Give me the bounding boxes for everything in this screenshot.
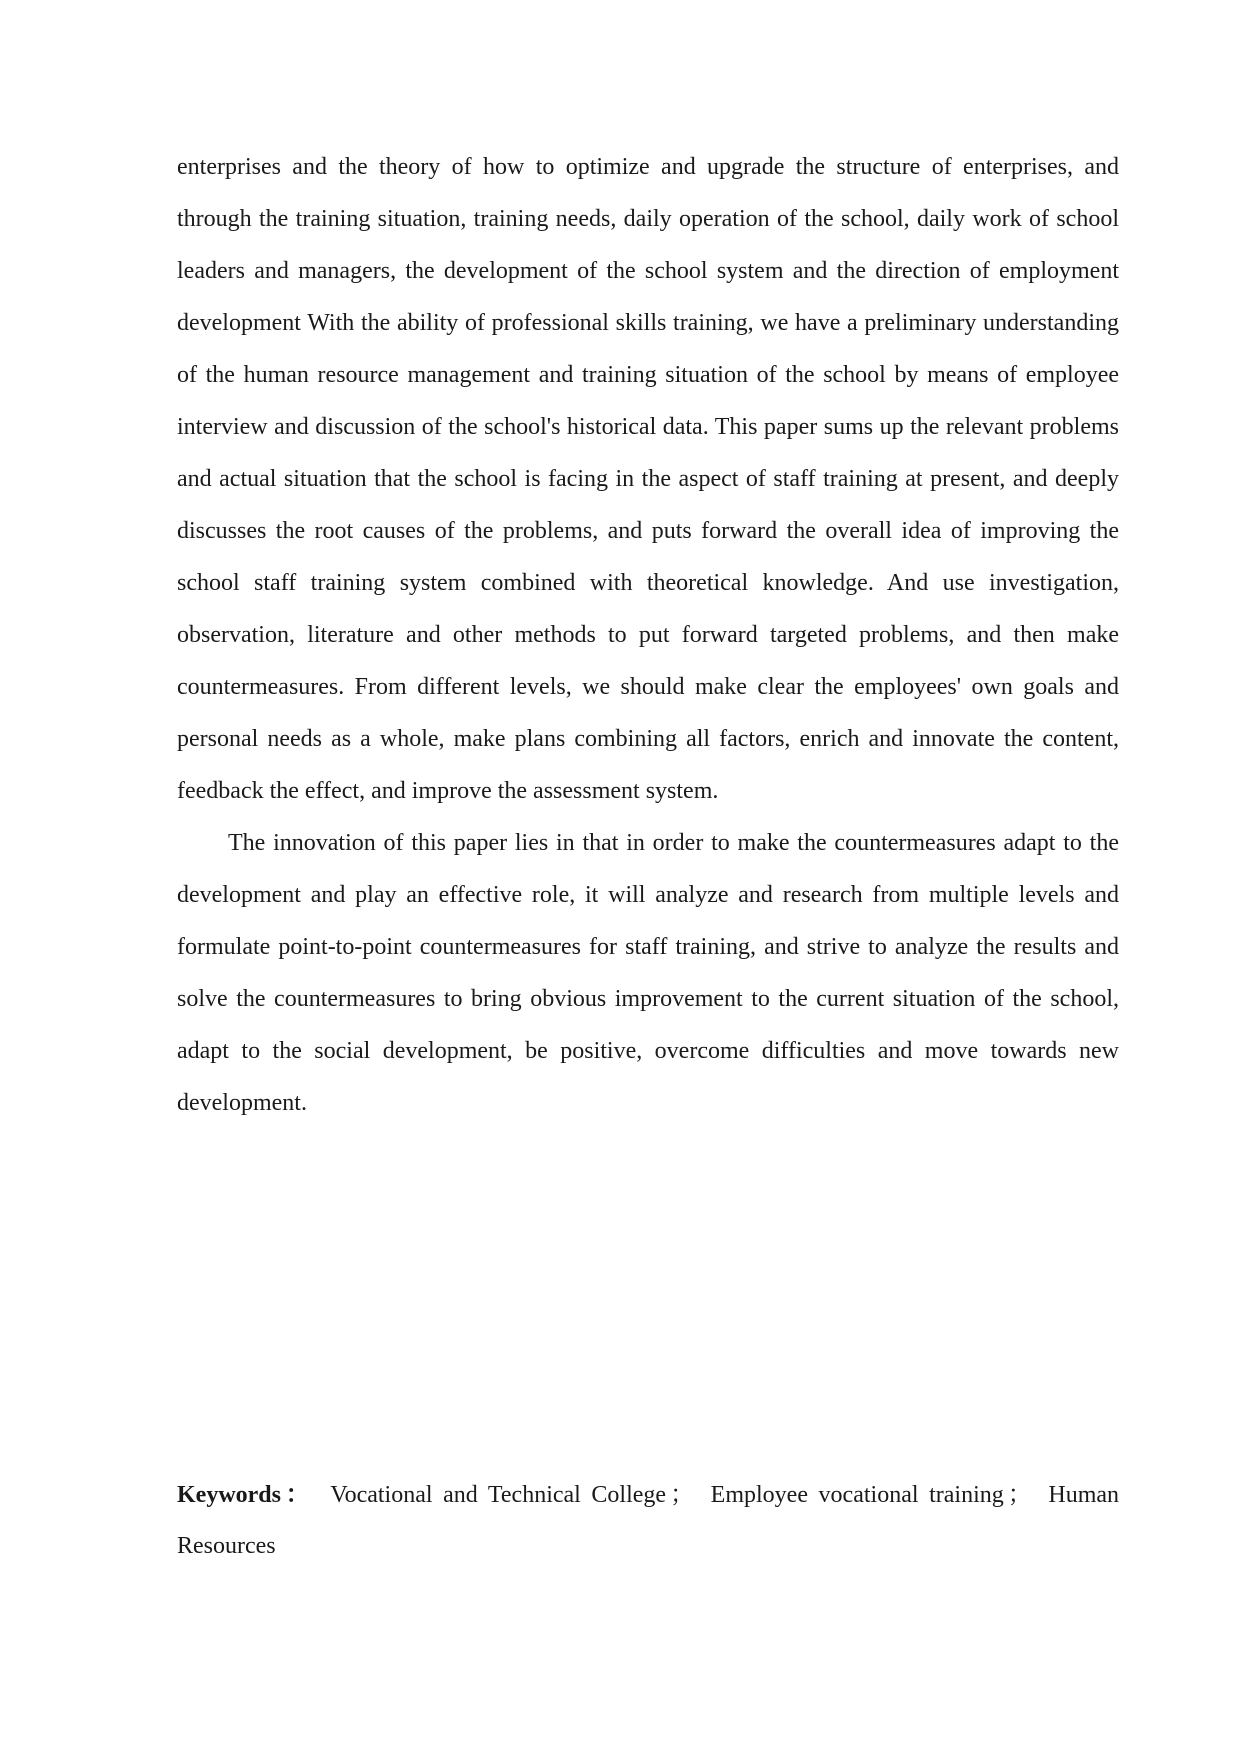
keywords-label: Keywords [177, 1482, 281, 1508]
abstract-paragraph-1: enterprises and the theory of how to optimize and upgrade the structure of enterprises, and through the training situation, training needs, daily operation of the school, daily work of school leaders and managers, the development of the school system and the direction of employment development With the ability of professional skills training, we have a preliminary understanding of the human resource management and training situation of the school by means of employee interview and discussion of the school's historical data. This paper sums up the relevant problems and actual situation that the school is facing in the aspect of staff training at present, and deeply discusses the root causes of the problems, and puts forward the overall idea of improving the school staff training system combined with theoretical knowledge. And use investigation, observation, literature and other methods to put forward targeted problems, and then make countermeasures. From different levels, we should make clear the employees' own goals and personal needs as a whole, make plans combining all factors, enrich and innovate the content, feedback the effect, and improve the assessment system. [177, 154, 1119, 804]
keyword-separator: ； [670, 1482, 695, 1508]
keyword-item: Employee vocational training [710, 1482, 1004, 1508]
abstract-body [177, 141, 1119, 1129]
keywords-colon: ： [281, 1482, 315, 1508]
keyword-item: Human Resources [177, 1482, 1120, 1559]
keyword-separator: ； [1007, 1482, 1032, 1508]
abstract-paragraph-2: The innovation of this paper lies in that in order to make the countermeasures adapt to the development and play an effective role, it will analyze and research from multiple levels and formulate point-to-point countermeasures for staff training, and strive to analyze the results and solve the countermeasures to bring obvious improvement to the current situation of the school, adapt to the social development, be positive, overcome difficulties and move towards new development. [177, 830, 1119, 1116]
keywords-line [177, 1470, 1119, 1572]
keyword-item: Vocational and Technical College [330, 1482, 667, 1508]
